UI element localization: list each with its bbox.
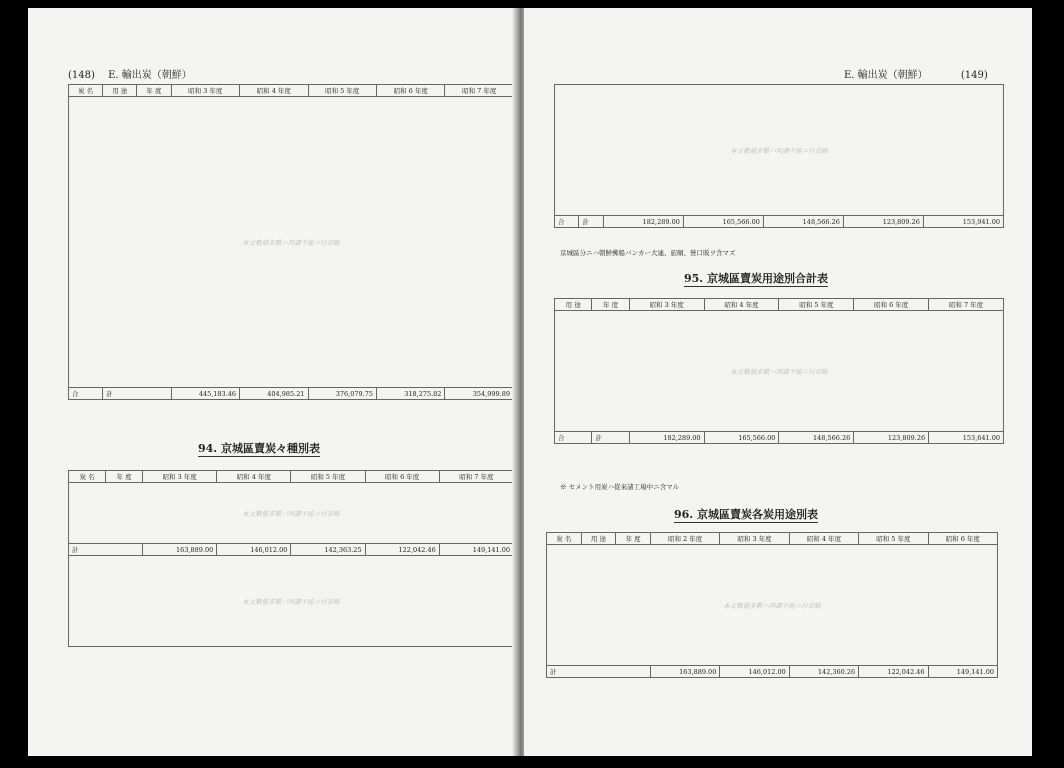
table-93-left [68, 84, 514, 400]
left-running-header [68, 66, 192, 81]
td: 計 [579, 216, 603, 228]
td: 149,141.00 [928, 666, 997, 678]
td: 計 [103, 388, 171, 400]
title-text: 95. 京城區賣炭用途別合計表 [684, 272, 828, 285]
table-96 [546, 532, 998, 678]
right-running-header [844, 66, 988, 81]
td: 153,941.00 [923, 216, 1003, 228]
th: 年 度 [592, 299, 629, 311]
td: 計 [69, 544, 143, 556]
td: 142,363.25 [291, 544, 365, 556]
table-96-title [674, 506, 818, 522]
td: 146,012.00 [720, 666, 789, 678]
th: 昭和 3 年度 [143, 471, 217, 483]
td: 163,889.00 [650, 666, 719, 678]
td: 123,809.26 [843, 216, 923, 228]
td: 163,889.00 [143, 544, 217, 556]
unreadable-body: 本文數値多數ハ判讀不能ニ付省略 [555, 311, 1004, 432]
th: 昭和 4 年度 [217, 471, 291, 483]
td: 計 [547, 666, 651, 678]
unreadable-body: 本文數値多數ハ判讀不能ニ付省略 [69, 97, 514, 388]
td: 354,999.89 [445, 388, 514, 400]
td: 計 [592, 432, 629, 444]
td: 148,566.26 [763, 216, 843, 228]
th: 用 途 [581, 533, 616, 545]
th: 昭和 5 年度 [308, 85, 376, 97]
running-title-right: E. 輸出炭（朝鮮） [844, 70, 928, 81]
page-number-right: (149) [960, 70, 988, 81]
td: 182,289.00 [629, 432, 704, 444]
unreadable-body: 本文數値多數ハ判讀不能ニ付省略 [69, 556, 514, 647]
th: 昭和 4 年度 [789, 533, 858, 545]
td: 318,275.82 [376, 388, 444, 400]
th: 昭和 6 年度 [854, 299, 929, 311]
th: 昭和 6 年度 [376, 85, 444, 97]
right-page [524, 8, 1032, 756]
unreadable-body: 本文數値多數ハ判讀不能ニ付省略 [555, 85, 1004, 216]
table-95-title [684, 270, 828, 286]
th: 昭和 6 年度 [365, 471, 439, 483]
th: 炭 名 [69, 471, 106, 483]
td: 153,641.00 [929, 432, 1004, 444]
running-title-left: E. 輸出炭（朝鮮） [108, 70, 192, 81]
table-94 [68, 470, 514, 647]
th: 昭和 3 年度 [171, 85, 239, 97]
title-text: 94. 京城區賣炭々種別表 [198, 442, 320, 455]
td: 合 [555, 432, 592, 444]
th: 昭和 3 年度 [629, 299, 704, 311]
table-93-right [554, 84, 1004, 228]
note-2: ※ セメント用炭ハ從來諸工場中ニ含マル [560, 483, 680, 491]
th: 昭和 5 年度 [859, 533, 928, 545]
td: 142,360.26 [789, 666, 858, 678]
td: 149,141.00 [439, 544, 513, 556]
th: 昭和 3 年度 [720, 533, 789, 545]
th: 昭和 4 年度 [704, 299, 779, 311]
td: 148,566.26 [779, 432, 854, 444]
th: 炭 名 [547, 533, 582, 545]
td: 122,042.46 [365, 544, 439, 556]
td: 165,566.00 [704, 432, 779, 444]
th: 年 度 [616, 533, 651, 545]
td: 合 [69, 388, 103, 400]
th: 年 度 [137, 85, 171, 97]
th: 年 度 [106, 471, 143, 483]
th: 昭和 2 年度 [650, 533, 719, 545]
th: 昭和 7 年度 [439, 471, 513, 483]
td: 122,042.46 [859, 666, 928, 678]
td: 445,183.46 [171, 388, 239, 400]
th: 昭和 7 年度 [445, 85, 514, 97]
table-95 [554, 298, 1004, 444]
th: 昭和 5 年度 [291, 471, 365, 483]
td: 合 [555, 216, 579, 228]
td: 182,289.00 [603, 216, 683, 228]
th: 用 途 [103, 85, 137, 97]
td: 376,079.75 [308, 388, 376, 400]
unreadable-body: 本文數値多數ハ判讀不能ニ付省略 [547, 545, 998, 666]
td: 165,566.00 [683, 216, 763, 228]
th: 昭和 6 年度 [928, 533, 997, 545]
th: 用 途 [555, 299, 592, 311]
th: 昭和 7 年度 [929, 299, 1004, 311]
unreadable-body: 本文數値多數ハ判讀不能ニ付省略 [69, 483, 514, 544]
page-number-left: (148) [68, 70, 95, 81]
table-94-title [198, 440, 320, 456]
td: 404,985.21 [240, 388, 308, 400]
th: 炭 名 [69, 85, 103, 97]
th: 昭和 5 年度 [779, 299, 854, 311]
td: 123,809.26 [854, 432, 929, 444]
td: 146,012.00 [217, 544, 291, 556]
th: 昭和 4 年度 [240, 85, 308, 97]
left-page [28, 8, 520, 756]
title-text: 96. 京城區賣炭各炭用途別表 [674, 508, 818, 521]
note-1: 京城區分ニハ朝鮮郵船バンカー大連、旅順、營口販ヲ含マズ [560, 249, 736, 257]
